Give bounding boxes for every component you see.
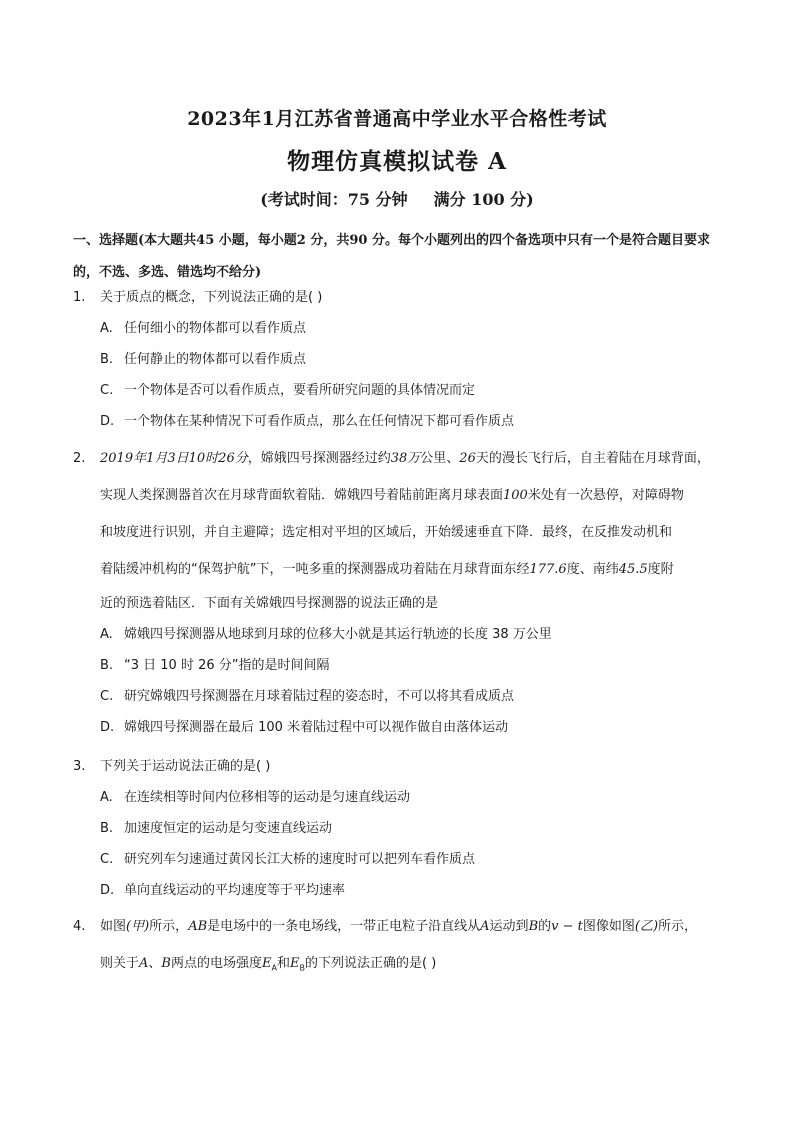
question-2 (73, 440, 723, 743)
question-stem (100, 908, 723, 987)
option-b[interactable]: B. 加速度恒定的运动是匀变速直线运动 (100, 821, 333, 836)
question-number: 2. (73, 451, 86, 466)
option-c[interactable]: C. 研究嫦娥四号探测器在月球着陆过程的姿态时，不可以将其看成质点 (100, 689, 515, 704)
option-c[interactable]: C. 研究列车匀速通过黄冈长江大桥的速度时可以把列车看作质点 (100, 852, 476, 867)
stem-line: 实现人类探测器首次在月球背面软着陆．嫦娥四号着陆前距离月球表面100米处有一次悬停，对障碍物 (100, 488, 684, 503)
stem-line: 近的预选着陆区．下面有关嫦娥四号探测器的说法正确的是 (100, 596, 439, 611)
question-stem (100, 440, 723, 619)
question-number: 1. (73, 290, 86, 305)
option-b[interactable]: B. 任何静止的物体都可以看作质点 (100, 352, 307, 367)
question-4 (73, 908, 723, 987)
exam-info (0, 187, 794, 210)
question-stem: 下列关于运动说法正确的是( ) (100, 759, 271, 774)
stem-line: 2019年1月3日10时26分，嫦娥四号探测器经过约38万公里、26天的漫长飞行后，自主着陆在月球背面， (100, 451, 710, 466)
option-b[interactable]: B. “3 日 10 时 26 分”指的是时间间隔 (100, 658, 330, 673)
stem-line: 如图(甲)所示，AB是电场中的一条电场线，一带正电粒子沿直线从A运动到B的v − t图像如图(乙)所示， (100, 919, 698, 934)
exam-time: (考试时间：75 分钟 (260, 190, 408, 209)
exam-title: 2023年1月江苏省普通高中学业水平合格性考试 (187, 108, 607, 130)
option-a[interactable]: A. 任何细小的物体都可以看作质点 (100, 321, 307, 336)
question-3 (73, 751, 723, 906)
stem-line: 和坡度进行识别，并自主避障；选定相对平坦的区域后，开始缓速垂直下降．最终，在反推发动机和 (100, 525, 673, 540)
exam-subtitle: 物理仿真模拟试卷 A (287, 148, 507, 175)
option-d[interactable]: D. 嫦娥四号探测器在最后 100 米着陆过程中可以视作做自由落体运动 (100, 720, 509, 735)
exam-score: 满分 100 分) (433, 190, 534, 209)
option-d[interactable]: D. 单向直线运动的平均速度等于平均速率 (100, 883, 346, 898)
section-heading: 一、选择题(本大题共45 小题，每小题2 分，共90 分。每个小题列出的四个备选项中只有一个是符合题目要求的，不选、多选、错选均不给分) (73, 233, 710, 280)
stem-line: 则关于A、B两点的电场强度$E_A$和$E_B$的下列说法正确的是( ) (100, 956, 437, 973)
option-a[interactable]: A. 在连续相等时间内位移相等的运动是匀速直线运动 (100, 790, 411, 805)
option-a[interactable]: A. 嫦娥四号探测器从地球到月球的位移大小就是其运行轨迹的长度 38 万公里 (100, 627, 552, 642)
option-d[interactable]: D. 一个物体在某种情况下可看作质点，那么在任何情况下都可看作质点 (100, 414, 515, 429)
question-stem: 关于质点的概念，下列说法正确的是( ) (100, 290, 323, 305)
question-number: 4. (73, 919, 86, 934)
option-c[interactable]: C. 一个物体是否可以看作质点，要看所研究问题的具体情况而定 (100, 383, 476, 398)
question-1 (73, 282, 723, 437)
question-number: 3. (73, 759, 86, 774)
stem-line: 着陆缓冲机构的“保驾护航”下，一吨多重的探测器成功着陆在月球背面东经177.6度、南纬45.5度附 (100, 562, 674, 577)
